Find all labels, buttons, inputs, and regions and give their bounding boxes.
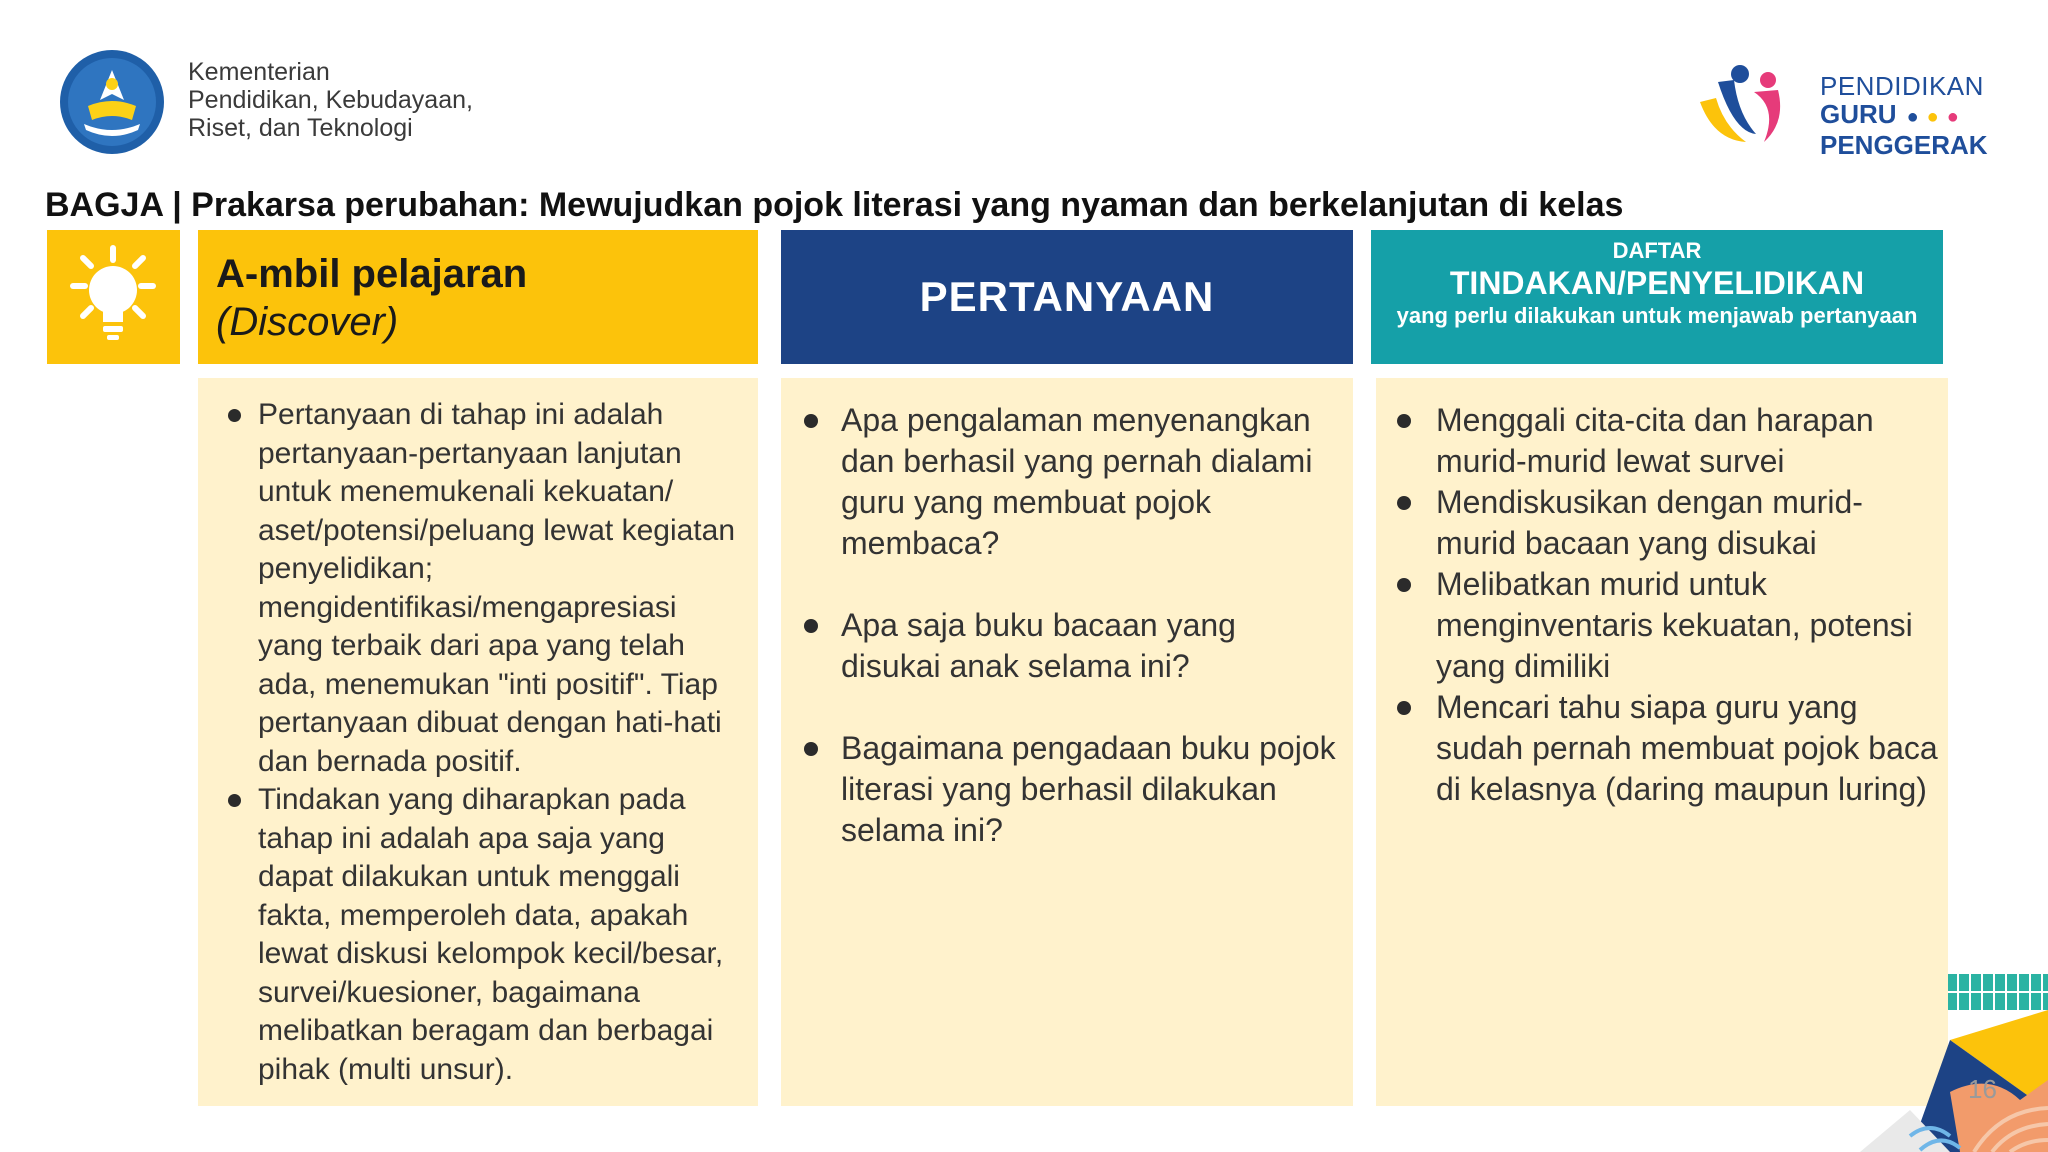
actions-header bbox=[1371, 230, 1943, 364]
slide-title: BAGJA | Prakarsa perubahan: Mewujudkan pojok literasi yang nyaman dan berkelanjutan di kelas bbox=[45, 186, 1624, 224]
list-item: Melibatkan murid untuk menginventaris kekuatan, potensi yang dimiliki bbox=[1392, 564, 1938, 687]
corner-decoration bbox=[1760, 960, 2048, 1152]
icon-box bbox=[47, 230, 180, 364]
discover-title: A-mbil pelajaran bbox=[216, 252, 528, 296]
ministry-name-line: Riset, dan Teknologi bbox=[188, 114, 413, 142]
lightbulb-icon bbox=[47, 230, 180, 364]
pgp-line: PENGGERAK bbox=[1820, 130, 1988, 160]
ministry-name-line: Pendidikan, Kebudayaan, bbox=[188, 86, 473, 114]
actions-title: TINDAKAN/PENYELIDIKAN bbox=[1449, 265, 1865, 301]
discover-list bbox=[226, 396, 748, 1089]
list-item: Apa saja buku bacaan yang disukai anak selama ini? bbox=[799, 605, 1343, 687]
ministry-name-line: Kementerian bbox=[188, 58, 330, 86]
pgp-line: GURU bbox=[1820, 99, 1897, 129]
actions-subtitle: yang perlu dilakukan untuk menjawab pertanyaan bbox=[1396, 303, 1918, 328]
list-item: Menggali cita-cita dan harapan murid-murid lewat survei bbox=[1392, 400, 1938, 482]
pgp-line: PENDIDIKAN bbox=[1820, 71, 1984, 101]
list-item: Bagaimana pengadaan buku pojok literasi yang berhasil dilakukan selama ini? bbox=[799, 728, 1343, 851]
list-item: Mendiskusikan dengan murid-murid bacaan yang disukai bbox=[1392, 482, 1938, 564]
discover-panel bbox=[198, 378, 758, 1106]
ministry-name bbox=[188, 58, 473, 142]
questions-panel bbox=[781, 378, 1353, 1106]
actions-title-small: DAFTAR bbox=[1612, 238, 1702, 263]
list-item: Mencari tahu siapa guru yang sudah pernah membuat pojok baca di kelasnya (daring maupun luring) bbox=[1392, 687, 1938, 810]
ministry-logo bbox=[58, 48, 166, 156]
questions-header bbox=[781, 230, 1353, 364]
discover-subtitle: (Discover) bbox=[216, 300, 399, 344]
actions-list bbox=[1392, 400, 1938, 810]
list-item: Tindakan yang diharapkan pada tahap ini adalah apa saja yang dapat dilakukan untuk menggali fakta, memperoleh data, apakah lewat diskusi kelompok kecil/besar, survei/kuesioner, bagaimana melibatkan beragam dan berbagai pihak (multi unsur). bbox=[226, 781, 748, 1089]
questions-list bbox=[799, 400, 1343, 851]
list-item: Apa pengalaman menyenangkan dan berhasil yang pernah dialami guru yang membuat pojok membaca? bbox=[799, 400, 1343, 564]
discover-header bbox=[198, 230, 758, 364]
guru-penggerak-wordmark bbox=[1820, 72, 1988, 159]
page-number: 16 bbox=[1968, 1074, 1997, 1104]
guru-penggerak-logo bbox=[1694, 62, 1790, 152]
dots-icon: ●●● bbox=[1906, 106, 1967, 128]
list-item: Pertanyaan di tahap ini adalah pertanyaan-pertanyaan lanjutan untuk menemukenali kekuatan/ aset/potensi/peluang lewat kegiatan penyelidikan; mengidentifikasi/mengapresiasi yang terbaik dari apa yang telah ada, menemukan "inti positif". Tiap pertanyaan dibuat dengan hati-hati dan bernada positif. bbox=[226, 396, 748, 781]
questions-title: PERTANYAAN bbox=[919, 273, 1215, 320]
